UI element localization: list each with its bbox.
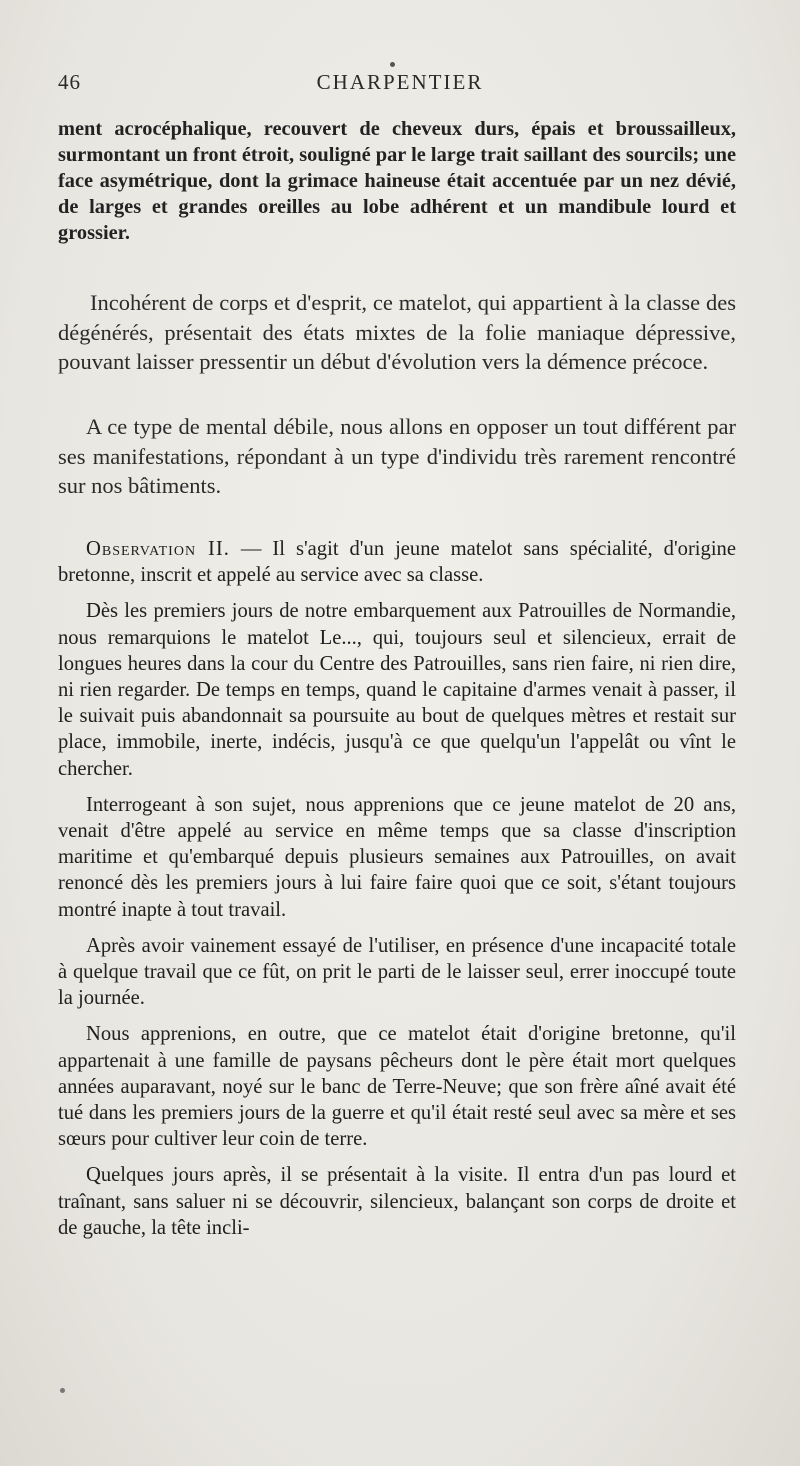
observation-paragraph: Dès les premiers jours de notre embarquement aux Patrouilles de Normandie, nous remarquions le matelot Le..., qui, toujours seul et silencieux, errait de longues heures dans la cour du Centre des Patrouilles, sans rien faire, ni rien dire, ni rien regarder. De temps en temps, quand le capitaine d'armes venait à passer, il le suivait puis abandonnait sa poursuite au bout de quelques mètres et restait sur place, immobile, inerte, indécis, jusqu'à ce que quelqu'un l'appelât ou vînt le chercher.: [58, 600, 736, 780]
paragraph-text: ment acrocéphalique, recouvert de cheveux durs, épais et broussailleux, surmontant un front étroit, souligné par le large trait saillant des sourcils; une face asymétrique, dont la grimace haineuse était accentuée par un nez dévié, de larges et grandes oreilles au lobe adhérent et un mandibule lourd et grossier.: [58, 118, 736, 244]
observation-section: [58, 536, 736, 1251]
running-head: CHARPENTIER: [316, 70, 484, 94]
paragraph-continuation: [58, 116, 736, 246]
observation-intro-text: — Il s'agit d'un jeune matelot sans spécialité, d'origine bretonne, inscrit et appelé au service avec sa classe.: [58, 538, 736, 587]
observation-intro: [58, 536, 736, 588]
paragraph-type-opposition: [58, 412, 736, 501]
paragraph-text: Incohérent de corps et d'esprit, ce matelot, qui appartient à la classe des dégénérés, présentait des états mixtes de la folie maniaque dépressive, pouvant laisser pressentir un début d'évolution vers la démence précoce.: [58, 290, 736, 374]
ink-speck: [390, 62, 395, 67]
observation-paragraph: Nous apprenions, en outre, que ce matelot était d'origine bretonne, qu'il appartenait à une famille de paysans pêcheurs dont le père était mort quelques années auparavant, noyé sur le banc de Terre-Neuve; que son frère aîné avait été tué dans les premiers jours de la guerre et qu'il était resté seul avec sa mère et ses sœurs pour cultiver leur coin de terre.: [58, 1023, 736, 1151]
observation-title: Observation II.: [86, 538, 230, 560]
observation-paragraph: Interrogeant à son sujet, nous apprenions que ce jeune matelot de 20 ans, venait d'être appelé au service en même temps que sa classe d'inscription maritime et qu'embarqué depuis plusieurs semaines aux Patrouilles, on avait renoncé dès les premiers jours à lui faire faire quoi que ce soit, s'étant toujours montré inapte à tout travail.: [58, 793, 736, 921]
page-number: 46: [58, 70, 81, 94]
observation-paragraph: Après avoir vainement essayé de l'utiliser, en présence d'une incapacité totale à quelque travail que ce fût, on prit le parti de le laisser seul, errer inoccupé toute la journée.: [58, 934, 736, 1010]
paragraph-text: A ce type de mental débile, nous allons en opposer un tout différent par ses manifestations, répondant à un type d'individu très rarement rencontré sur nos bâtiments.: [58, 414, 736, 498]
ink-speck: [60, 1388, 65, 1393]
page-header: [58, 70, 742, 98]
paragraph-incoherent: [58, 288, 736, 377]
observation-paragraph: Quelques jours après, il se présentait à la visite. Il entra d'un pas lourd et traînant, sans saluer ni se découvrir, silencieux, balançant son corps de droite et de gauche, la tête incli-: [58, 1164, 736, 1239]
